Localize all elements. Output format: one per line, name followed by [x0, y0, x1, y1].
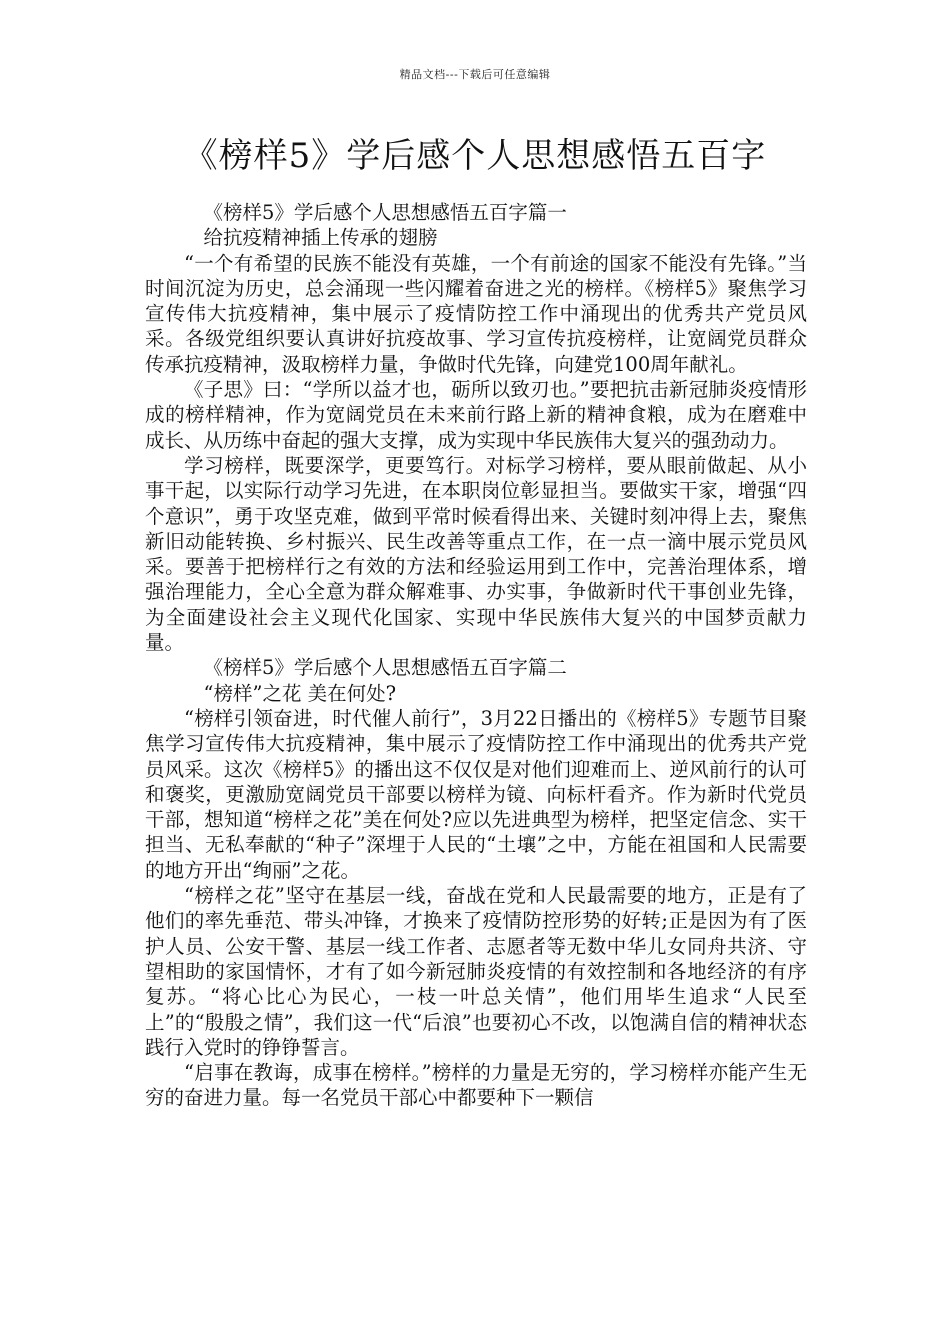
paragraph: 学习榜样，既要深学，更要笃行。对标学习榜样，要从眼前做起、从小事干起，以实际行动学习先进，在本职岗位彰显担当。要做实干家，增强“四个意识”，勇于攻坚克难，做到平常时候看得出来、关键时刻冲得上去，聚焦新旧动能转换、乡村振兴、民生改善等重点工作，在一点一滴中展示党员风采。要善于把榜样行之有效的方法和经验运用到工作中，完善治理体系，增强治理能力，全心全意为群众解难事、办实事，争做新时代干事创业先锋，为全面建设社会主义现代化国家、实现中华民族伟大复兴的中国梦贡献力量。 [145, 453, 807, 655]
paragraph: “一个有希望的民族不能没有英雄，一个有前途的国家不能没有先锋。”当时间沉淀为历史，总会涌现一些闪耀着奋进之光的榜样。《榜样5》聚焦学习宣传伟大抗疫精神，集中展示了疫情防控工作中涌现出的优秀共产党员风采。各级党组织要认真讲好抗疫故事、学习宣传抗疫榜样，让宽阔党员群众传承抗疫精神，汲取榜样力量，争做时代先锋，向建党100周年献礼。 [145, 251, 807, 376]
paragraph: “榜样引领奋进，时代催人前行”，3月22日播出的《榜样5》专题节目聚焦学习宣传伟大抗疫精神，集中展示了疫情防控工作中涌现出的优秀共产党员风采。这次《榜样5》的播出这不仅仅是对他们迎难而上、逆风前行的认可和褒奖，更激励宽阔党员干部要以榜样为镜、向标杆看齐。作为新时代党员干部，想知道“榜样之花”美在何处?应以先进典型为榜样，把坚定信念、实干担当、无私奉献的“种子”深埋于人民的“土壤”之中，方能在祖国和人民需要的地方开出“绚丽”之花。 [145, 706, 807, 882]
header-note: 精品文档---下载后可任意编辑 [399, 68, 551, 81]
section-heading-1: 《榜样5》学后感个人思想感悟五百字篇一 [203, 201, 567, 224]
section-subtitle-1: 给抗疫精神插上传承的翅膀 [203, 226, 438, 250]
paragraph: “启事在教诲，成事在榜样。”榜样的力量是无穷的，学习榜样亦能产生无穷的奋进力量。每一名党员干部心中都要种下一颗信 [145, 1061, 807, 1110]
document-title: 《榜样5》学后感个人思想感悟五百字 [183, 136, 767, 176]
document-body [145, 200, 807, 1111]
section-subtitle-2: “榜样”之花 美在何处? [203, 681, 397, 705]
paragraph: “榜样之花”坚守在基层一线，奋战在党和人民最需要的地方，正是有了他们的率先垂范、带头冲锋，才换来了疫情防控形势的好转;正是因为有了医护人员、公安干警、基层一线工作者、志愿者等无数中华儿女同舟共济、守望相助的家国情怀，才有了如今新冠肺炎疫情的有效控制和各地经济的有序复苏。“将心比心为民心，一枝一叶总关情”，他们用毕生追求“人民至上”的“殷殷之情”，我们这一代“后浪”也要初心不改，以饱满自信的精神状态践行入党时的铮铮誓言。 [145, 884, 807, 1059]
section-heading-2: 《榜样5》学后感个人思想感悟五百字篇二 [203, 656, 567, 680]
paragraph: 《子思》曰：“学所以益才也，砺所以致刃也。”要把抗击新冠肺炎疫情形成的榜样精神，作为宽阔党员在未来前行路上新的精神食粮，成为在磨难中成长、从历练中奋起的强大支撑，成为实现中华民族伟大复兴的强劲动力。 [145, 378, 807, 452]
